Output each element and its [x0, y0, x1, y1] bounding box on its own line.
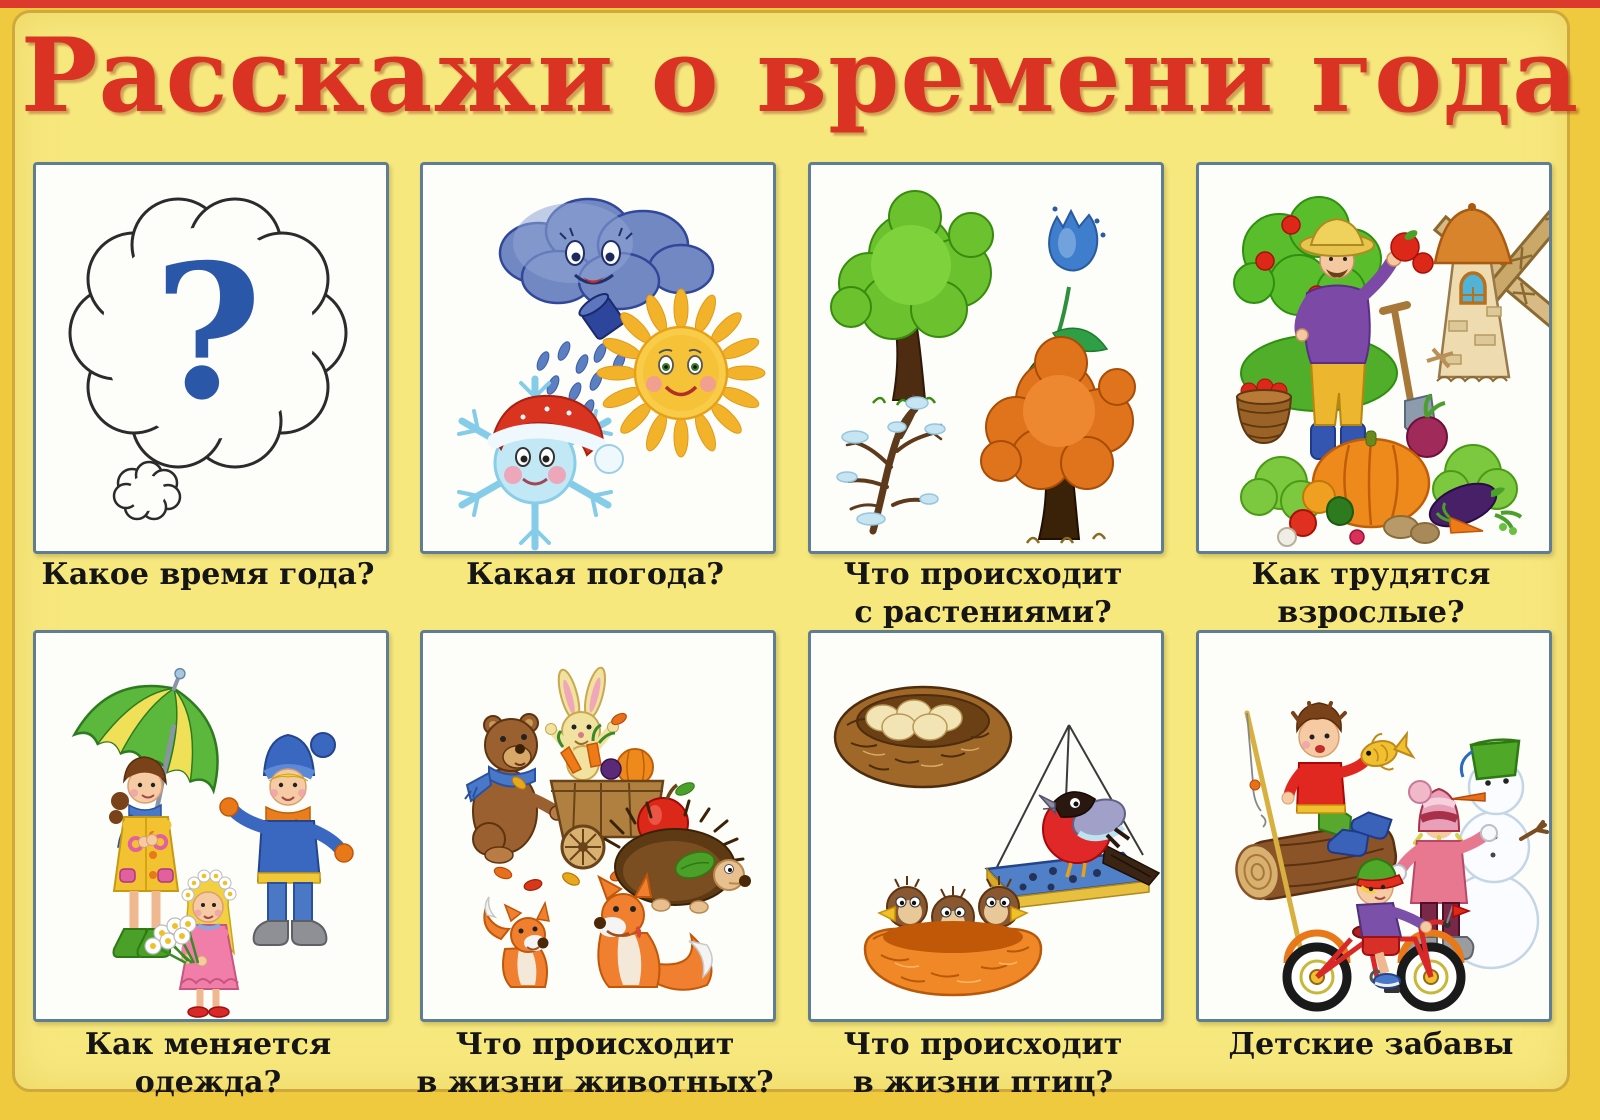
caption-season	[23, 556, 393, 594]
autumn-tree-icon	[981, 337, 1135, 543]
panel-card-clothes	[33, 630, 389, 1022]
panel-card-animals	[420, 630, 776, 1022]
caption-children-fun	[1186, 1026, 1556, 1064]
caption-line: Как меняется одежда?	[84, 1027, 332, 1100]
panel-card-adults-work	[1196, 162, 1552, 554]
caption-line: с растениями?	[854, 594, 1112, 630]
caption-birds	[798, 1026, 1168, 1101]
caption-line: Что происходит	[455, 1027, 735, 1062]
clothes-icons	[36, 633, 386, 1019]
picked-apples	[1391, 233, 1433, 273]
fox-cub-icon	[484, 897, 549, 987]
nest-with-eggs-icon	[835, 687, 1011, 787]
plants-icons	[811, 165, 1161, 551]
fishing-rod-icon	[1247, 713, 1301, 951]
panel-card-weather	[420, 162, 776, 554]
green-tree-icon	[831, 191, 993, 405]
caption-line: в жизни животных?	[416, 1064, 774, 1100]
bear-icon	[465, 714, 564, 863]
panel-card-plants	[808, 162, 1164, 554]
caption-line: Какая погода?	[466, 557, 724, 592]
snowflake-icon	[459, 379, 623, 547]
windmill-icon	[1427, 203, 1549, 381]
caption-line: взрослые?	[1277, 594, 1465, 630]
caption-line: Что происходит	[843, 1027, 1123, 1062]
thought-bubble-question-icon	[36, 165, 386, 551]
poster-title: Расскажи о времени года	[20, 16, 1580, 136]
poster-top-edge	[0, 0, 1600, 8]
fish-icon	[1357, 727, 1415, 775]
caption-adults-work	[1186, 556, 1556, 631]
panel-card-children-fun	[1196, 630, 1552, 1022]
nest-with-chicks-icon	[865, 876, 1041, 995]
caption-line: Какое время года?	[41, 557, 375, 592]
panel-card-birds	[808, 630, 1164, 1022]
panel-card-season	[33, 162, 389, 554]
caption-plants	[798, 556, 1168, 631]
birds-icons	[811, 633, 1161, 1019]
weather-icons	[423, 165, 773, 551]
adults-work-icons	[1199, 165, 1549, 551]
caption-animals	[410, 1026, 780, 1101]
apple-basket-icon	[1237, 379, 1291, 443]
winter-branch-icon	[837, 395, 945, 531]
winter-boy-icon	[220, 733, 353, 945]
chick	[879, 876, 927, 927]
caption-weather	[410, 556, 780, 594]
sun-icon	[597, 289, 765, 457]
caption-line: в жизни птиц?	[852, 1064, 1114, 1100]
animals-icons	[423, 633, 773, 1019]
caption-line: Как трудятся	[1251, 557, 1491, 592]
caption-line: Что происходит	[843, 557, 1123, 592]
caption-line: Детские забавы	[1228, 1027, 1514, 1062]
bird-feeder-icon	[987, 725, 1159, 908]
question-mark-glyph: ?	[153, 223, 263, 441]
children-fun-icons	[1199, 633, 1549, 1019]
caption-clothes	[23, 1026, 393, 1101]
